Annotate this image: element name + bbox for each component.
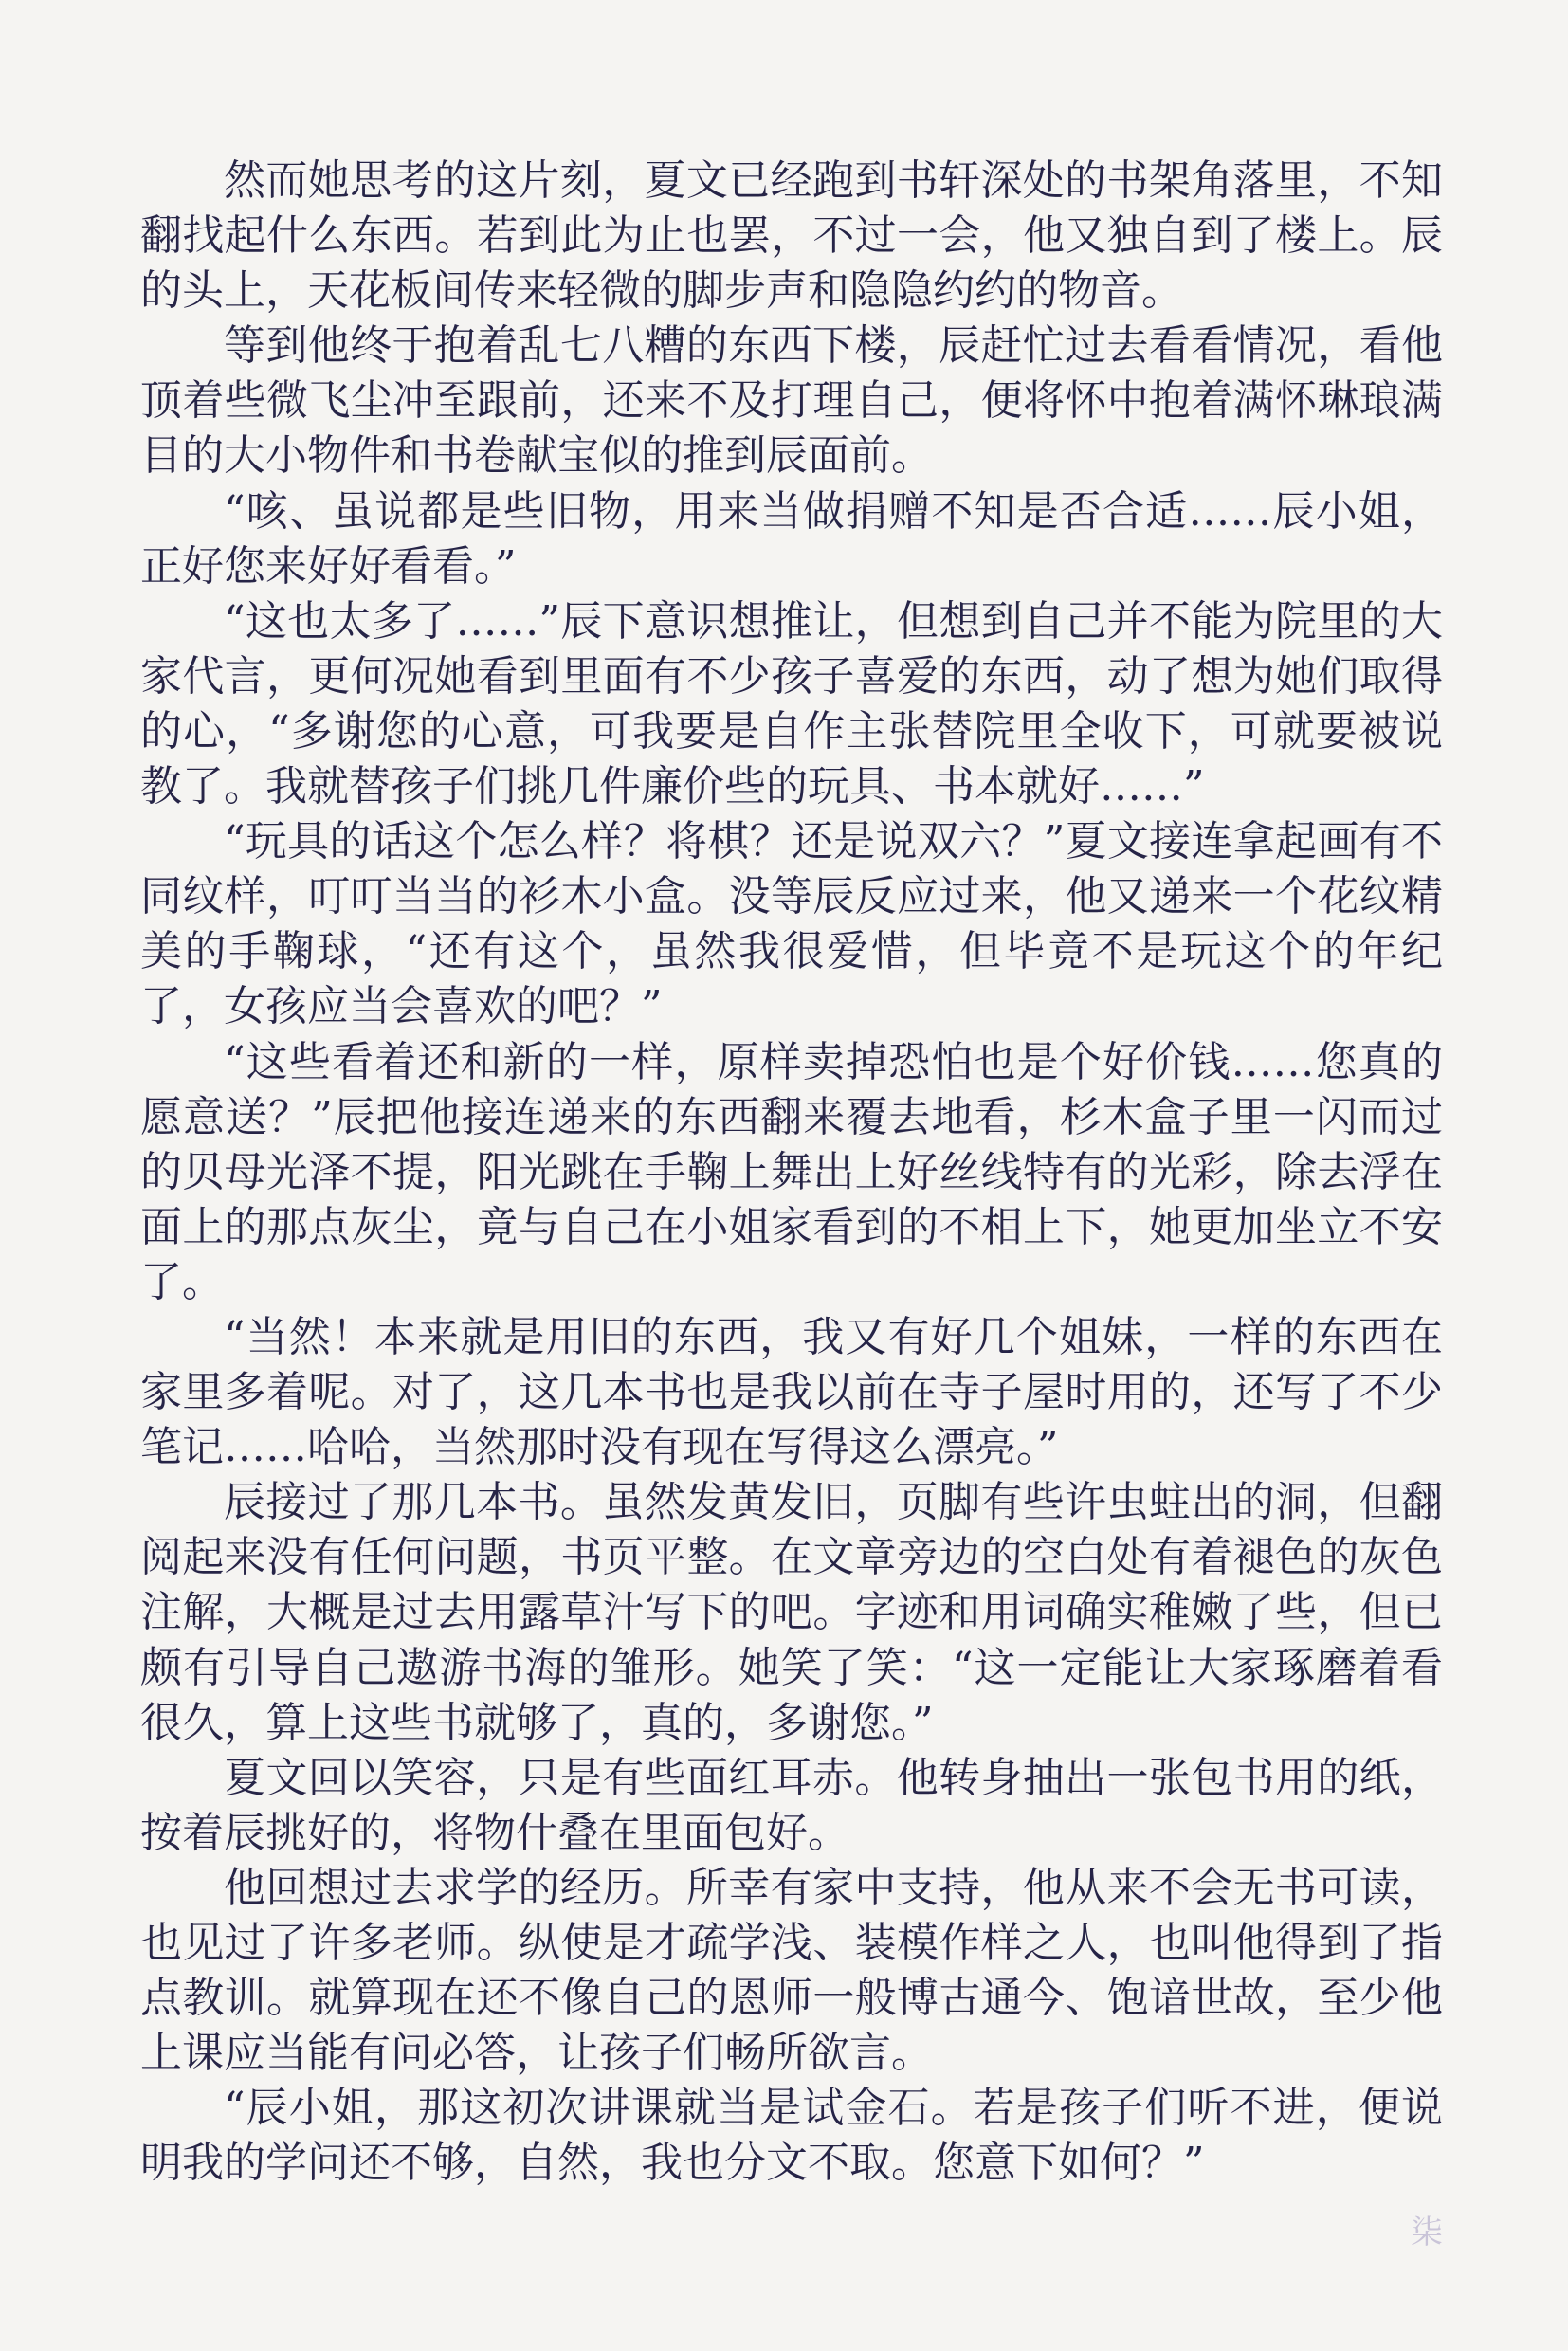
paragraph: “玩具的话这个怎么样？将棋？还是说双六？”夏文接连拿起画有不同纹样，叮叮当当的衫木小盒。没等辰反应过来，他又递来一个花纹精美的手鞠球，“还有这个，虽然我很爱惜，但毕竟不是玩这个的年纪了，女孩应当会喜欢的吧？” [140,817,1443,1031]
paragraph: 等到他终于抱着乱七八糟的东西下楼，辰赶忙过去看看情况，看他顶着些微飞尘冲至跟前，还来不及打理自己，便将怀中抱着满怀琳琅满目的大小物件和书卷献宝似的推到辰面前。 [140,321,1443,481]
paragraph: 夏文回以笑容，只是有些面红耳赤。他转身抽出一张包书用的纸，按着辰挑好的，将物什叠在里面包好。 [140,1753,1443,1857]
body-text [140,154,1443,2191]
paragraph: “这些看着还和新的一样，原样卖掉恐怕也是个好价钱……您真的愿意送？”辰把他接连递来的东西翻来覆去地看，杉木盒子里一闪而过的贝母光泽不提，阳光跳在手鞠上舞出上好丝线特有的光彩，除去浮在面上的那点灰尘，竟与自己在小姐家看到的不相上下，她更加坐立不安了。 [140,1037,1443,1306]
paragraph: “辰小姐，那这初次讲课就当是试金石。若是孩子们听不进，便说明我的学问还不够，自然，我也分文不取。您意下如何？” [140,2084,1443,2188]
paragraph: 辰接过了那几本书。虽然发黄发旧，页脚有些许虫蛀出的洞，但翻阅起来没有任何问题，书页平整。在文章旁边的空白处有着褪色的灰色注解，大概是过去用露草汁写下的吧。字迹和用词确实稚嫩了些，但已颇有引导自己遨游书海的雏形。她笑了笑：“这一定能让大家琢磨着看很久，算上这些书就够了，真的，多谢您。” [140,1478,1443,1747]
paragraph: “这也太多了……”辰下意识想推让，但想到自己并不能为院里的大家代言，更何况她看到里面有不少孩子喜爱的东西，动了想为她们取得的心，“多谢您的心意，可我要是自作主张替院里全收下，可就要被说教了。我就替孩子们挑几件廉价些的玩具、书本就好……” [140,596,1443,811]
page-number: 柒 [1411,2214,1443,2251]
paragraph: “咳、虽说都是些旧物，用来当做捐赠不知是否合适……辰小姐，正好您来好好看看。” [140,486,1443,591]
paragraph: 然而她思考的这片刻，夏文已经跑到书轩深处的书架角落里，不知翻找起什么东西。若到此为止也罢，不过一会，他又独自到了楼上。辰的头上，天花板间传来轻微的脚步声和隐隐约约的物音。 [140,156,1443,316]
paragraph: “当然！本来就是用旧的东西，我又有好几个姐妹，一样的东西在家里多着呢。对了，这几本书也是我以前在寺子屋时用的，还写了不少笔记……哈哈，当然那时没有现在写得这么漂亮。” [140,1312,1443,1472]
paragraph: 他回想过去求学的经历。所幸有家中支持，他从来不会无书可读，也见过了许多老师。纵使是才疏学浅、装模作样之人，也叫他得到了指点教训。就算现在还不像自己的恩师一般博古通今、饱谙世故，至少他上课应当能有问必答，让孩子们畅所欲言。 [140,1863,1443,2078]
